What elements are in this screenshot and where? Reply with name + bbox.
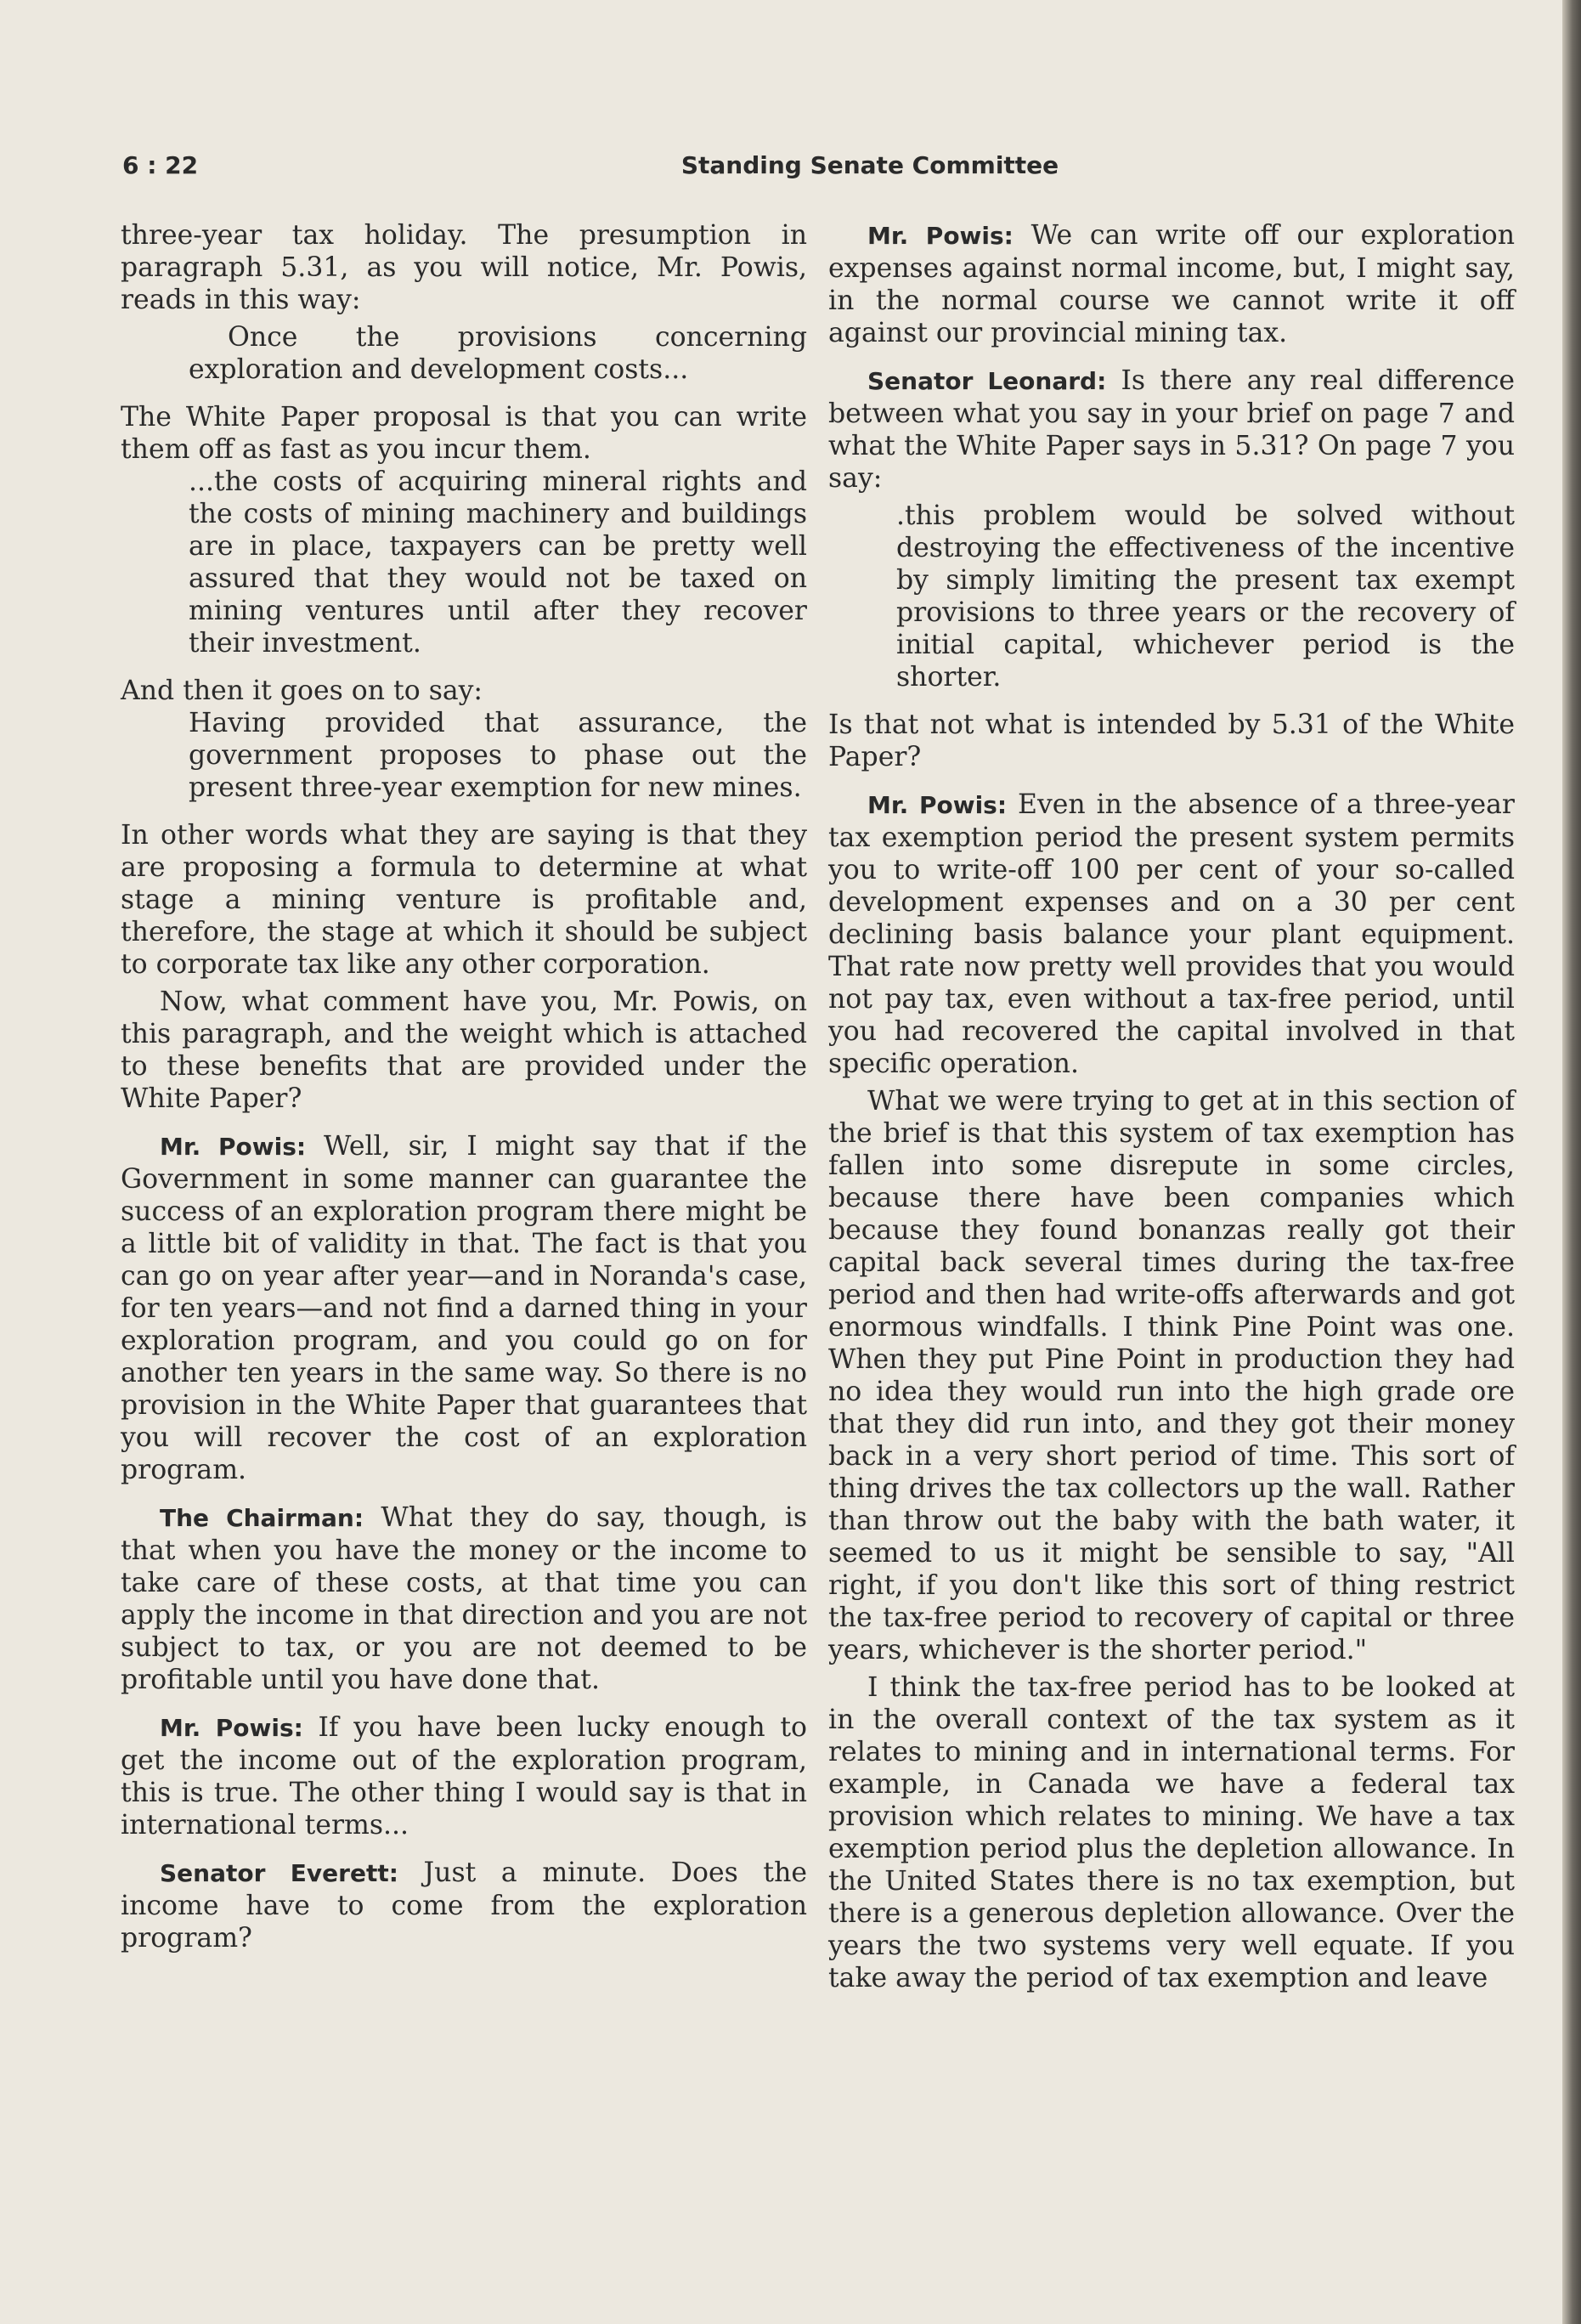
paragraph: In other words what they are saying is that they are proposing a formula to determine at what stage a mining venture is profitable and, therefore, the stage at which it should be subject to corporate tax like any other corporation.: [121, 820, 807, 980]
speaker-text: Well, sir, I might say that if the Government in some manner can guarantee the success of an exploration program there might be a little bit of validity in that. The fact is that you can go on year after year—and in Noranda's case, for ten years—and not find a darned thing in your exploration program, and you could go on for another ten years in the same way. So there is no provision in the White Paper that guarantees that you will recover the cost of an exploration program.: [121, 1131, 807, 1485]
block-quote: ...the costs of acquiring mineral rights and the costs of mining machinery and buildings are in place, taxpayers can be pretty well assured that they would not be taxed on mining ventures until after they recover their investment.: [189, 466, 807, 659]
speaker-text: If you have been lucky enough to get the income out of the exploration program, this is true. The other thing I would say is that in international terms...: [121, 1712, 808, 1841]
speaker-name: The Chairman:: [160, 1504, 364, 1532]
speaker-text: Just a minute. Does the income have to come from the exploration program?: [121, 1858, 808, 1954]
speaker-paragraph: [828, 789, 1515, 1080]
speaker-text: Is there any real difference between what you say in your brief on page 7 and what the White Paper says in 5.31? On page 7 you say:: [828, 365, 1515, 494]
speaker-name: Mr. Powis:: [160, 1714, 303, 1742]
block-quote: Once the provisions concerning exploration and development costs...: [189, 322, 807, 385]
speaker-name: Mr. Powis:: [867, 791, 1008, 819]
paragraph: Now, what comment have you, Mr. Powis, on this paragraph, and the weight which is attached to these benefits that are provided under the White Paper?: [121, 987, 807, 1114]
left-column: [121, 219, 807, 1954]
speaker-name: Mr. Powis:: [867, 222, 1014, 250]
block-quote: .this problem would be solved without destroying the effectiveness of the incentive by simply limiting the present tax exempt provisions to three years or the recovery of initial capital, whichever period is the shorter.: [896, 500, 1515, 693]
paragraph: And then it goes on to say:: [121, 676, 483, 706]
page-binding-edge: [1562, 0, 1581, 2324]
speaker-name: Mr. Powis:: [160, 1133, 307, 1161]
paragraph: Is that not what is intended by 5.31 of the White Paper?: [828, 710, 1515, 772]
speaker-name: Senator Leonard:: [867, 367, 1107, 395]
speaker-text: We can write off our exploration expenses against normal income, but, I might say, in the normal course we cannot write it off against our provincial mining tax.: [828, 220, 1516, 348]
block-quote: Having provided that assurance, the government proposes to phase out the present three-year exemption for new mines.: [189, 708, 807, 803]
paragraph: The White Paper proposal is that you can write them off as fast as you incur them.: [121, 402, 807, 465]
speaker-paragraph: [121, 1501, 807, 1696]
speaker-name: Senator Everett:: [160, 1859, 398, 1887]
right-column: [828, 219, 1515, 1994]
speaker-text: Even in the absence of a three-year tax exemption period the present system permits you to write-off 100 per cent of your so-called development expenses and on a 30 per cent declining basis balance your plant equipment. That rate now pretty well provides that you would not pay tax, even without a tax-free period, until you had recovered the capital involved in that specific operation.: [828, 789, 1515, 1079]
page-header: [122, 151, 1516, 185]
speaker-paragraph: [121, 1130, 807, 1486]
paragraph: What we were trying to get at in this section of the brief is that this system of tax exemption has fallen into some disrepute in some circles, because there have been companies which because they found bonanzas really got their capital back several times during the tax-free period and then had write-offs afterwards and got enormous windfalls. I think Pine Point was one. When they put Pine Point in production they had no idea they would run into the high grade ore that they did run into, and they got their money back in a very short period of time. This sort of thing drives the tax collectors up the wall. Rather than throw out the baby with the bath water, it seemed to us it might be sensible to say, "All right, if you don't like this sort of thing restrict the tax-free period to recovery of capital or three years, whichever is the shorter period.": [828, 1086, 1515, 1665]
page-folio: 6 : 22: [122, 151, 199, 179]
speaker-text: What they do say, though, is that when you have the money or the income to take care of these costs, at that time you can apply the income in that direction and you are not subject to tax, or you are not deemed to be profitable until you have done that.: [121, 1502, 807, 1695]
speaker-paragraph: [121, 1711, 807, 1841]
speaker-paragraph: [828, 219, 1515, 349]
speaker-paragraph: [121, 1857, 807, 1954]
speaker-paragraph: [828, 365, 1515, 495]
paragraph: I think the tax-free period has to be looked at in the overall context of the tax system as it relates to mining and in international terms. For example, in Canada we have a federal tax provision which relates to mining. We have a tax exemption period plus the depletion allowance. In the United States there is no tax exemption, but there is a generous depletion allowance. Over the years the two systems very well equate. If you take away the period of tax exemption and leave: [828, 1672, 1515, 1993]
paragraph: three-year tax holiday. The presumption in paragraph 5.31, as you will notice, Mr. Powis, reads in this way:: [121, 220, 807, 315]
running-title: Standing Senate Committee: [680, 151, 1059, 179]
